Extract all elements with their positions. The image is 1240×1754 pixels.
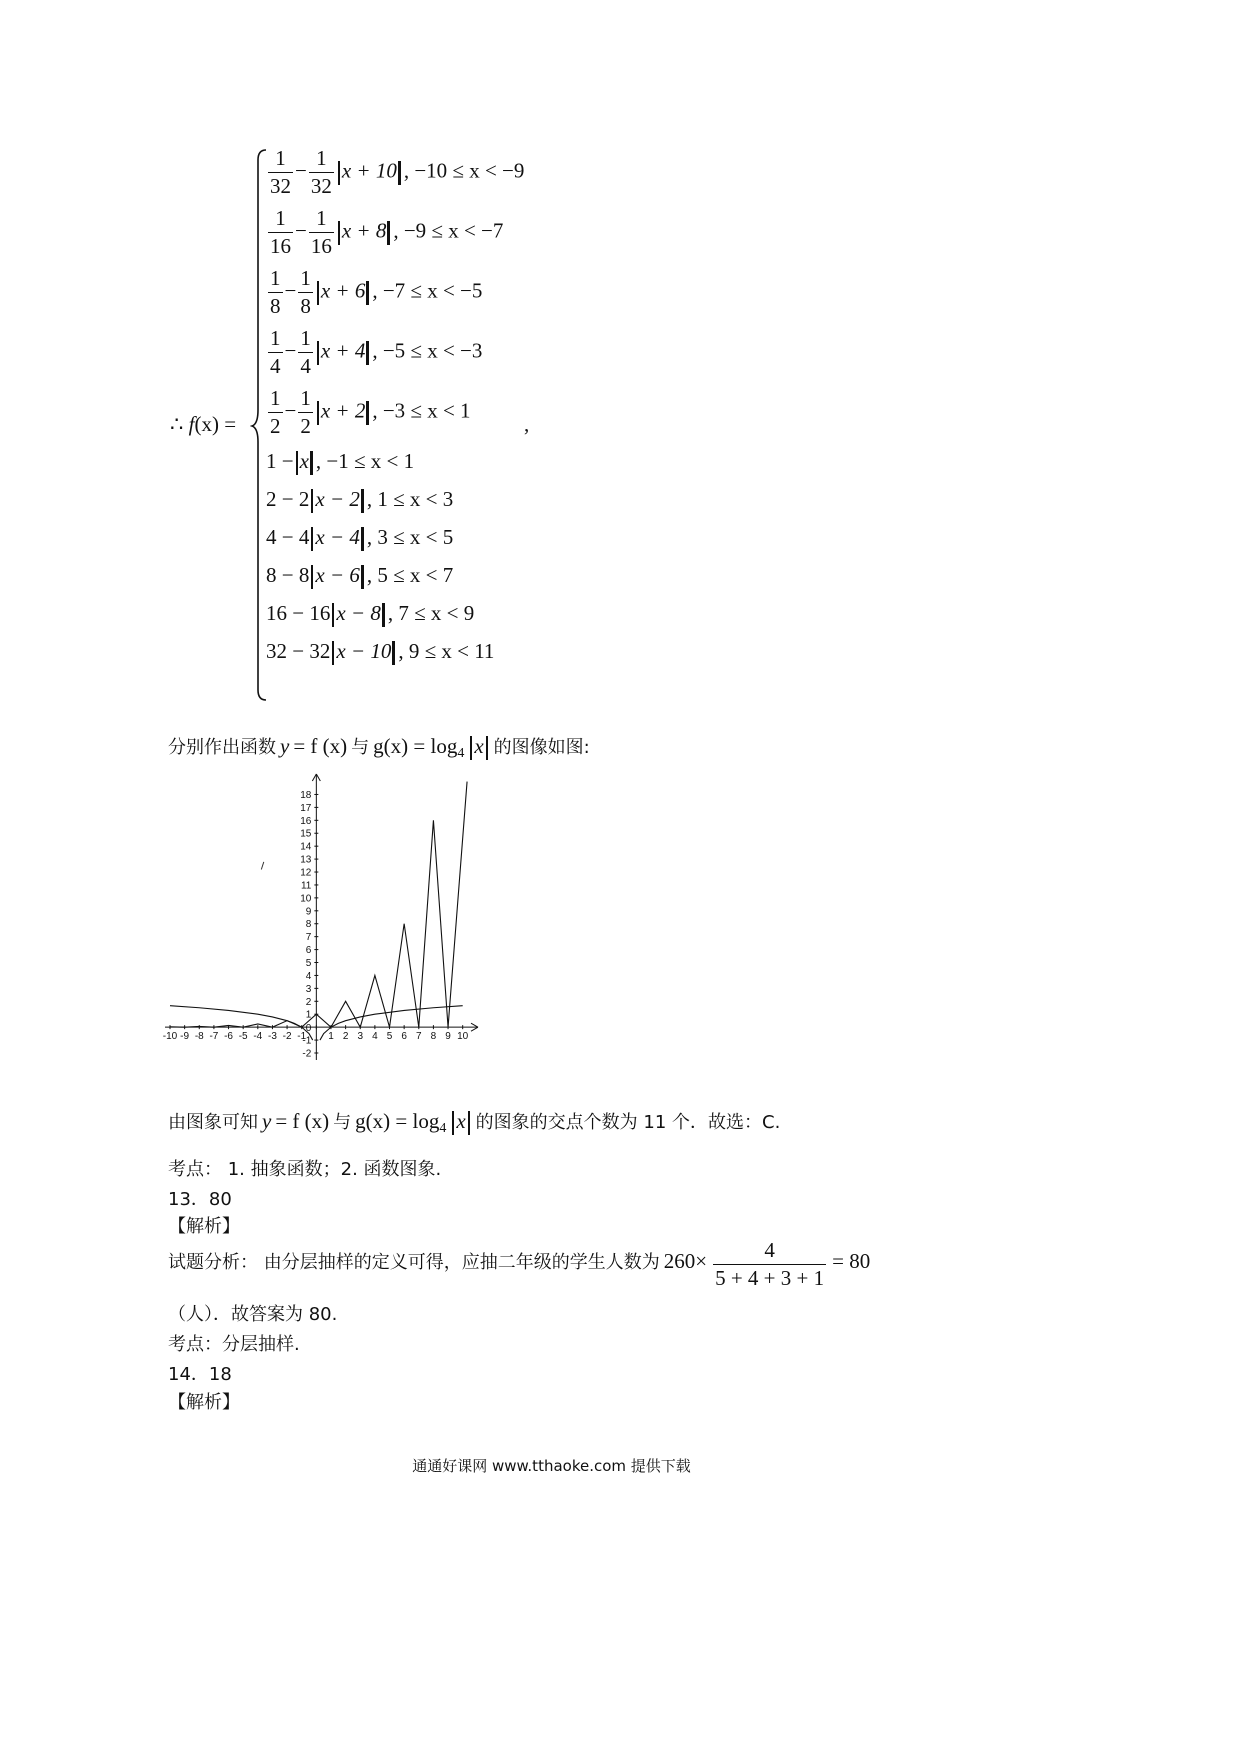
piece-coef: 2 − 2: [266, 487, 310, 511]
y-tick-label: 6: [305, 945, 312, 957]
conclusion-line: [168, 1108, 780, 1137]
piece-a-num: 1: [268, 268, 283, 293]
q13-expr-left: 260×: [663, 1249, 708, 1274]
piece-cond: , −5 ≤ x < −3: [372, 338, 483, 363]
y-tick-label: 16: [300, 815, 312, 827]
piecewise-lhs: [170, 412, 236, 437]
x-tick-label: 2: [342, 1031, 349, 1043]
x-tick-label: -9: [180, 1031, 190, 1043]
func-arg: (x) =: [194, 412, 237, 436]
piece-coef: 32 − 32: [266, 639, 331, 663]
y-tick-label: -2: [302, 1048, 312, 1060]
piece-a-num: 1: [268, 208, 293, 233]
piece-a-den: 8: [270, 294, 281, 318]
x-tick-label: 10: [457, 1031, 469, 1043]
piece-cond: , −9 ≤ x < −7: [393, 218, 504, 243]
piece-abs: x − 4: [315, 525, 360, 549]
intro-line: [168, 733, 590, 762]
x-tick-label: 1: [328, 1031, 334, 1043]
piece-a-num: 1: [268, 388, 283, 413]
conclusion-abs: x: [456, 1109, 466, 1133]
piece-abs: x: [299, 449, 309, 473]
piece-cond: , 3 ≤ x < 5: [366, 525, 454, 549]
piece-row: [266, 525, 453, 551]
piece-row: [266, 601, 474, 627]
x-tick-label: 8: [430, 1031, 437, 1043]
intro-base: 4: [457, 746, 465, 762]
x-tick-label: -2: [282, 1031, 292, 1043]
q14-jiexi: 【解析】: [168, 1392, 240, 1413]
piece-cond: , 5 ≤ x < 7: [366, 563, 454, 587]
y-tick-label: 11: [300, 880, 312, 892]
piece-b-den: 4: [300, 354, 311, 378]
conclusion-text2: 与: [333, 1112, 352, 1133]
y-tick-label: 3: [305, 983, 312, 995]
piece-row: [266, 328, 482, 377]
intro-text1: 分别作出函数: [168, 737, 276, 758]
x-tick-label: -3: [267, 1031, 277, 1043]
piece-abs: x + 2: [320, 398, 366, 423]
q13-expr-right: = 80: [832, 1249, 871, 1274]
y-tick-label: 7: [305, 932, 312, 944]
minus-sign: −: [284, 398, 297, 423]
piece-b-num: 1: [309, 208, 334, 233]
y-tick-label: 17: [300, 802, 312, 814]
piece-abs: x − 6: [315, 563, 360, 587]
piece-b-den: 32: [310, 174, 332, 198]
piece-row: [266, 639, 494, 665]
x-tick-label: 4: [372, 1031, 378, 1043]
piece-cond: , −1 ≤ x < 1: [315, 449, 415, 473]
x-tick-label: 5: [386, 1031, 393, 1043]
piece-coef: 1 −: [266, 449, 294, 473]
function-graph: [160, 770, 500, 1070]
trailing-comma: ,: [524, 412, 530, 436]
piece-a-num: 1: [268, 148, 293, 173]
y-tick-label: 10: [300, 893, 312, 905]
q13-number: 13．80: [168, 1189, 232, 1210]
page-footer: 通通好课网 www.tthaoke.com 提供下载: [412, 1457, 691, 1475]
x-tick-label: 9: [445, 1031, 451, 1043]
q14-number: 14．18: [168, 1364, 232, 1385]
piece-cond: , −7 ≤ x < −5: [372, 278, 483, 303]
y-tick-label: 13: [300, 854, 312, 866]
piece-b-den: 2: [300, 414, 311, 438]
y-tick-label: 4: [305, 970, 312, 982]
piece-coef: 4 − 4: [266, 525, 310, 549]
y-tick-label: 8: [305, 919, 312, 931]
piece-row: [266, 449, 414, 475]
q13-analysis-line: [168, 1240, 870, 1289]
y-tick-label: -1: [302, 1035, 312, 1047]
piece-abs: x + 6: [320, 278, 366, 303]
piece-row: [266, 487, 453, 513]
piece-a-den: 16: [270, 234, 291, 258]
intro-g: g(x) = log: [373, 734, 458, 758]
piece-a-num: 1: [268, 328, 283, 353]
piece-a-den: 2: [270, 414, 281, 438]
minus-sign: −: [284, 278, 297, 303]
minus-sign: −: [295, 158, 307, 183]
piece-cond: , −3 ≤ x < 1: [372, 398, 471, 423]
q13-analysis: 试题分析： 由分层抽样的定义可得，应抽二年级的学生人数为: [168, 1252, 660, 1274]
piece-b-den: 16: [310, 234, 332, 258]
conclusion-eq1: = f (x): [275, 1109, 330, 1133]
q13-frac-num: 4: [713, 1240, 826, 1265]
x-tick-label: -1: [297, 1031, 307, 1043]
x-tick-label: -10: [162, 1031, 178, 1043]
x-tick-label: -6: [224, 1031, 233, 1043]
piece-b-num: 1: [298, 328, 313, 353]
piece-b-num: 1: [309, 148, 334, 173]
x-tick-label: -7: [209, 1031, 219, 1043]
piece-row: [266, 208, 503, 257]
conclusion-text1: 由图象可知: [168, 1112, 258, 1133]
q13-jiexi: 【解析】: [168, 1216, 240, 1237]
q13-kaodian: 考点：分层抽样.: [168, 1334, 300, 1355]
minus-sign: −: [284, 338, 297, 363]
series-f: [170, 782, 467, 1028]
y-tick-label: 1: [305, 1009, 312, 1021]
piece-row: [266, 563, 453, 589]
x-tick-label: 3: [357, 1031, 364, 1043]
piece-cond: , −10 ≤ x < −9: [403, 158, 525, 183]
intro-abs: x: [474, 734, 484, 758]
piece-abs: x − 2: [315, 487, 360, 511]
q13-frac-den: 5 + 4 + 3 + 1: [715, 1266, 825, 1290]
piece-abs: x − 10: [336, 639, 392, 663]
y-tick-label: 15: [300, 828, 312, 840]
x-tick-label: 7: [415, 1031, 422, 1043]
x-tick-label: 6: [401, 1031, 407, 1043]
y-tick-label: 18: [300, 789, 312, 801]
conclusion-base: 4: [439, 1121, 447, 1137]
y-tick-label: 14: [300, 841, 312, 853]
piece-row: [266, 388, 471, 437]
func-name: f: [188, 412, 195, 436]
piece-row: [266, 148, 524, 197]
y-tick-label: 9: [305, 906, 312, 918]
intro-y: y: [280, 734, 290, 758]
piece-b-den: 8: [300, 294, 311, 318]
piece-b-num: 1: [298, 268, 313, 293]
conclusion-text3: 的图象的交点个数为 11 个．故选：C.: [475, 1112, 781, 1133]
x-tick-label: -5: [238, 1031, 248, 1043]
conclusion-g: g(x) = log: [355, 1109, 440, 1133]
intro-eq1: = f (x): [293, 734, 348, 758]
intro-text3: 的图像如图:: [493, 737, 590, 758]
piece-row: [266, 268, 482, 317]
x-tick-label: -4: [253, 1031, 263, 1043]
piece-a-den: 32: [270, 174, 291, 198]
kaodian-12: 考点： 1. 抽象函数；2. 函数图象.: [168, 1159, 442, 1180]
minus-sign: −: [295, 218, 307, 243]
conclusion-y: y: [262, 1109, 272, 1133]
piece-coef: 16 − 16: [266, 601, 331, 625]
piece-abs: x + 10: [341, 158, 397, 183]
therefore-sign: ∴: [170, 412, 184, 436]
piece-abs: x + 4: [320, 338, 366, 363]
q13-cont: （人）．故答案为 80.: [168, 1304, 338, 1325]
x-tick-label: -8: [194, 1031, 204, 1043]
piece-a-den: 4: [270, 354, 281, 378]
piece-abs: x + 8: [341, 218, 387, 243]
origin-label: 0: [305, 1023, 312, 1035]
piece-b-num: 1: [298, 388, 313, 413]
piece-cond: , 1 ≤ x < 3: [366, 487, 454, 511]
intro-text2: 与: [351, 737, 370, 758]
y-tick-label: 5: [305, 958, 312, 970]
y-tick-label: 2: [305, 996, 312, 1008]
piece-abs: x − 8: [336, 601, 381, 625]
piece-cond: , 7 ≤ x < 9: [387, 601, 475, 625]
piece-coef: 8 − 8: [266, 563, 310, 587]
piece-cond: , 9 ≤ x < 11: [398, 639, 495, 663]
y-tick-label: 12: [300, 867, 312, 879]
